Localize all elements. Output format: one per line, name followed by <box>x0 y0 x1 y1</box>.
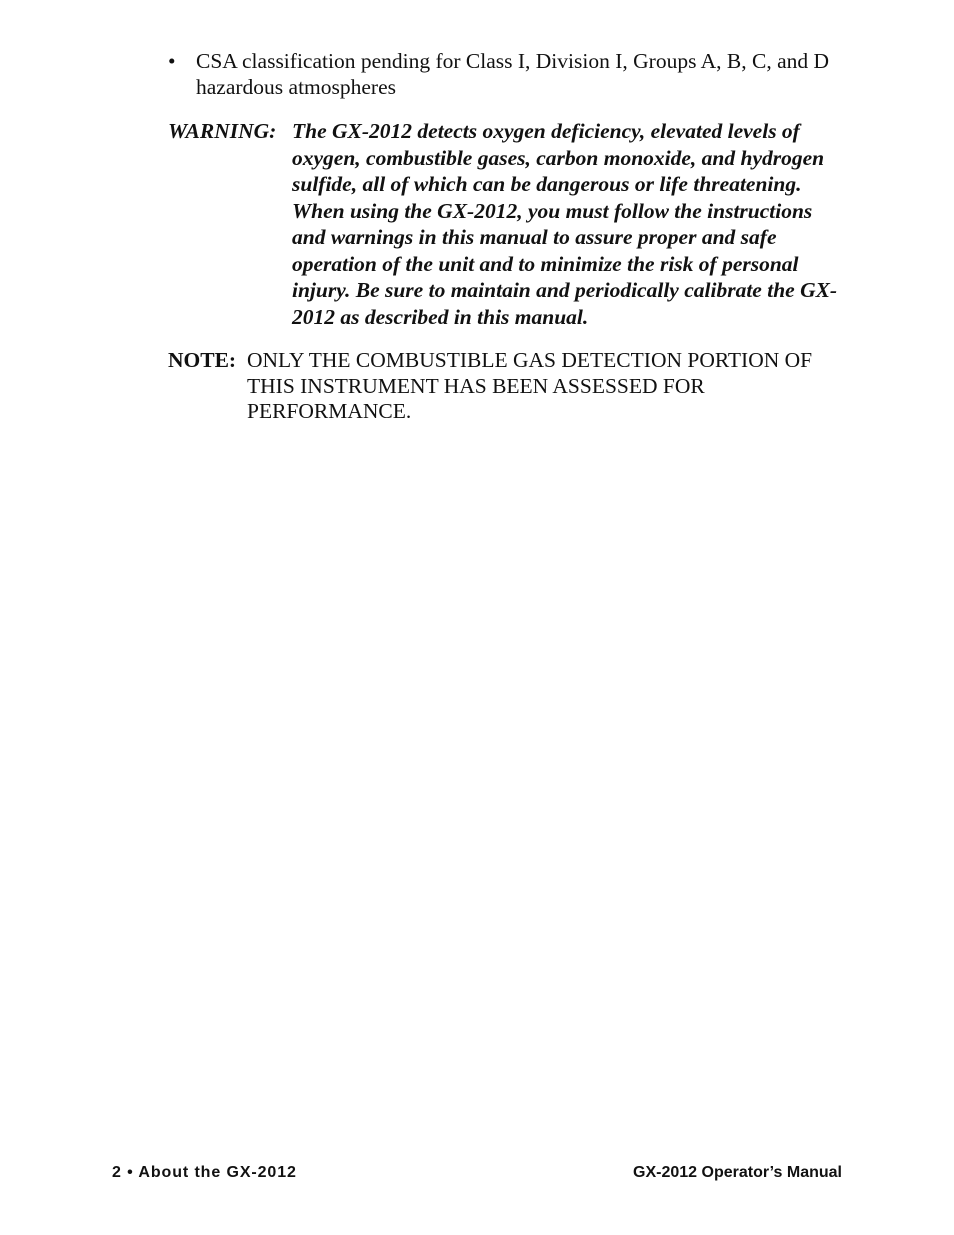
warning-block <box>168 118 858 330</box>
bullet-text: CSA classification pending for Class I, Division I, Groups A, B, C, and D hazardous atmospheres <box>196 49 830 99</box>
note-text: ONLY THE COMBUSTIBLE GAS DETECTION PORTION OF THIS INSTRUMENT HAS BEEN ASSESSED FOR PERFORMANCE. <box>247 348 813 423</box>
note-label: NOTE: <box>168 348 237 372</box>
footer-page-label: 2 • About the GX-2012 <box>112 1164 297 1181</box>
warning-label: WARNING: <box>168 119 277 143</box>
note-block <box>168 348 858 425</box>
bullet-item <box>168 49 858 100</box>
footer-manual-title: GX-2012 Operator’s Manual <box>633 1164 842 1181</box>
bullet-marker: • <box>168 49 176 73</box>
page-footer <box>112 1161 842 1185</box>
warning-text: The GX-2012 detects oxygen deficiency, elevated levels of oxygen, combustible gases, carbon monoxide, and hydrogen sulfide, all of which can be dangerous or life threatening. When using the GX-2012, you must follow the instructions and warnings in this manual to assure proper and safe operation of the unit and to minimize the risk of personal injury. Be sure to maintain and periodically calibrate the GX-2012 as described in this manual. <box>292 119 838 329</box>
